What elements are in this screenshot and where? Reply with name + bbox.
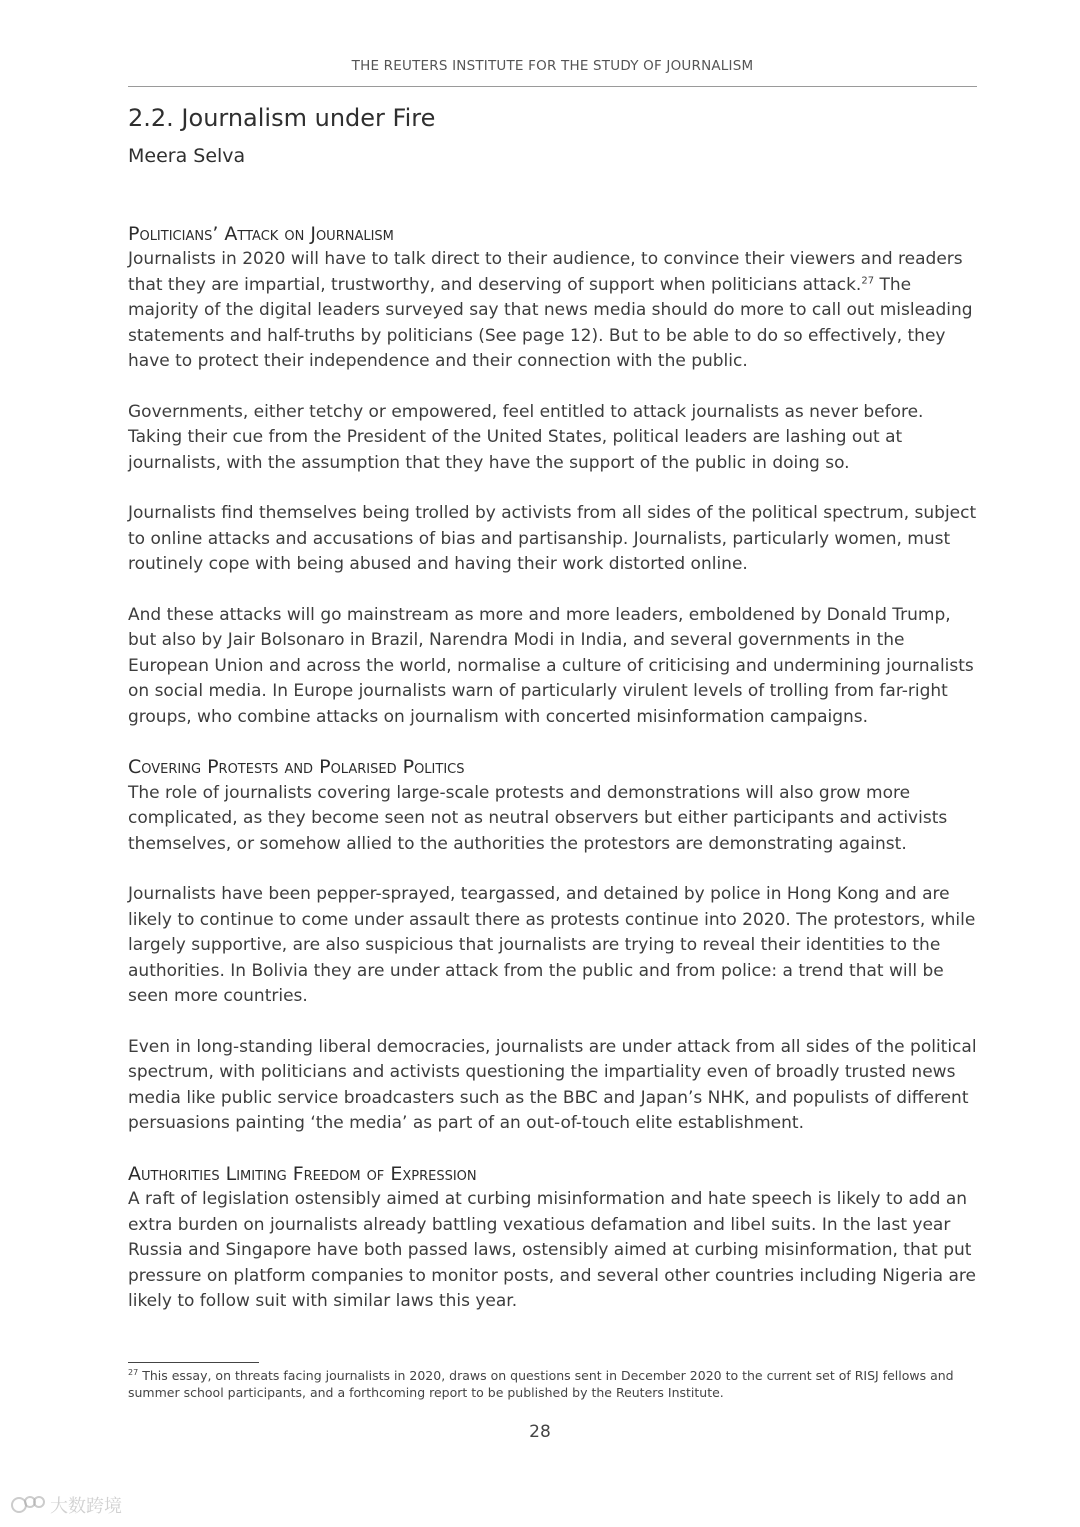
author-name: Meera Selva	[128, 145, 246, 167]
footnote-divider	[128, 1362, 259, 1363]
footnote-reference[interactable]: 27	[861, 275, 875, 287]
footnote-mark: 27	[128, 1367, 139, 1377]
paragraph: Journalists find themselves being trolled by activists from all sides of the political spectrum, subject to online attacks and accusations of bias and partisanship. Journalists, particularly women, must routinely cope with being abused and having their work distorted online.	[128, 503, 977, 575]
article-body	[128, 222, 980, 1340]
section-heading: Covering Protests and Polarised Politics	[128, 756, 465, 779]
paragraph: The role of journalists covering large-scale protests and demonstrations will also grow more complicated, as they become seen not as neutral observers but either participants and activists themselves, or somehow allied to the authorities the protestors are demonstrating against.	[128, 782, 948, 854]
paragraph-text: The majority of the digital leaders surveyed say that news media should do more to call out misleading statements and half-truths by politicians (See page 12). But to be able to do so effectively, they have to protect their independence and their connection with the public.	[128, 274, 973, 372]
section-heading: Politicians’ Attack on Journalism	[128, 223, 394, 245]
footnote	[128, 1368, 978, 1401]
footnote-text: This essay, on threats facing journalists in 2020, draws on questions sent in December 2020 to the current set of RISJ fellows and summer school participants, and a forthcoming report to be published by the Reuters Institute.	[128, 1368, 954, 1400]
chapter-title: 2.2. Journalism under Fire	[128, 104, 436, 132]
paragraph: And these attacks will go mainstream as more and more leaders, emboldened by Donald Trump, but also by Jair Bolsonaro in Brazil, Narendra Modi in India, and several governments in the European Union and across the world, normalise a culture of criticising and undermining journalists on social media. In Europe journalists warn of particularly virulent levels of trolling from far-right groups, who combine attacks on journalism with concerted misinformation campaigns.	[128, 605, 974, 727]
watermark	[10, 1492, 122, 1518]
page-number: 28	[529, 1422, 551, 1442]
section-heading: Authorities Limiting Freedom of Expression	[128, 1162, 477, 1185]
paragraph-text: Journalists in 2020 will have to talk direct to their audience, to convince their viewers and readers that they are impartial, trustworthy, and deserving of support when politicians attack.	[128, 249, 963, 295]
paragraph: A raft of legislation ostensibly aimed at curbing misinformation and hate speech is likely to add an extra burden on journalists already battling vexatious defamation and libel suits. In the last year Russia and Singapore have both passed laws, ostensibly aimed at curbing misinformation, that put pressure on platform companies to monitor posts, and several other countries including Nigeria are likely to follow suit with similar laws this year.	[128, 1189, 976, 1311]
paragraph: Even in long-standing liberal democracies, journalists are under attack from all sides of the political spectrum, with politicians and activists questioning the impartiality even of broadly trusted news media like public service broadcasters such as the BBC and Japan’s NHK, and populists of different persuasions painting ‘the media’ as part of an out-of-touch elite establishment.	[128, 1036, 977, 1134]
paragraph: Journalists have been pepper-sprayed, teargassed, and detained by police in Hong Kong and are likely to continue to come under assault there as protests continue into 2020. The protestors, while largely supportive, are also suspicious that journalists are trying to reveal their identities to the authorities. In Bolivia they are under attack from the public and from police: a trend that will be seen more countries.	[128, 884, 976, 1007]
paragraph	[128, 247, 980, 374]
header-divider	[128, 86, 977, 87]
watermark-text: 大数跨境	[50, 1496, 122, 1517]
running-header: THE REUTERS INSTITUTE FOR THE STUDY OF JOURNALISM	[351, 58, 754, 74]
watermark-logo-icon	[10, 1494, 46, 1516]
paragraph: Governments, either tetchy or empowered, feel entitled to attack journalists as never before. Taking their cue from the President of the United States, political leaders are lashing out at journalists, with the assumption that they have the support of the public in doing so.	[128, 401, 924, 473]
